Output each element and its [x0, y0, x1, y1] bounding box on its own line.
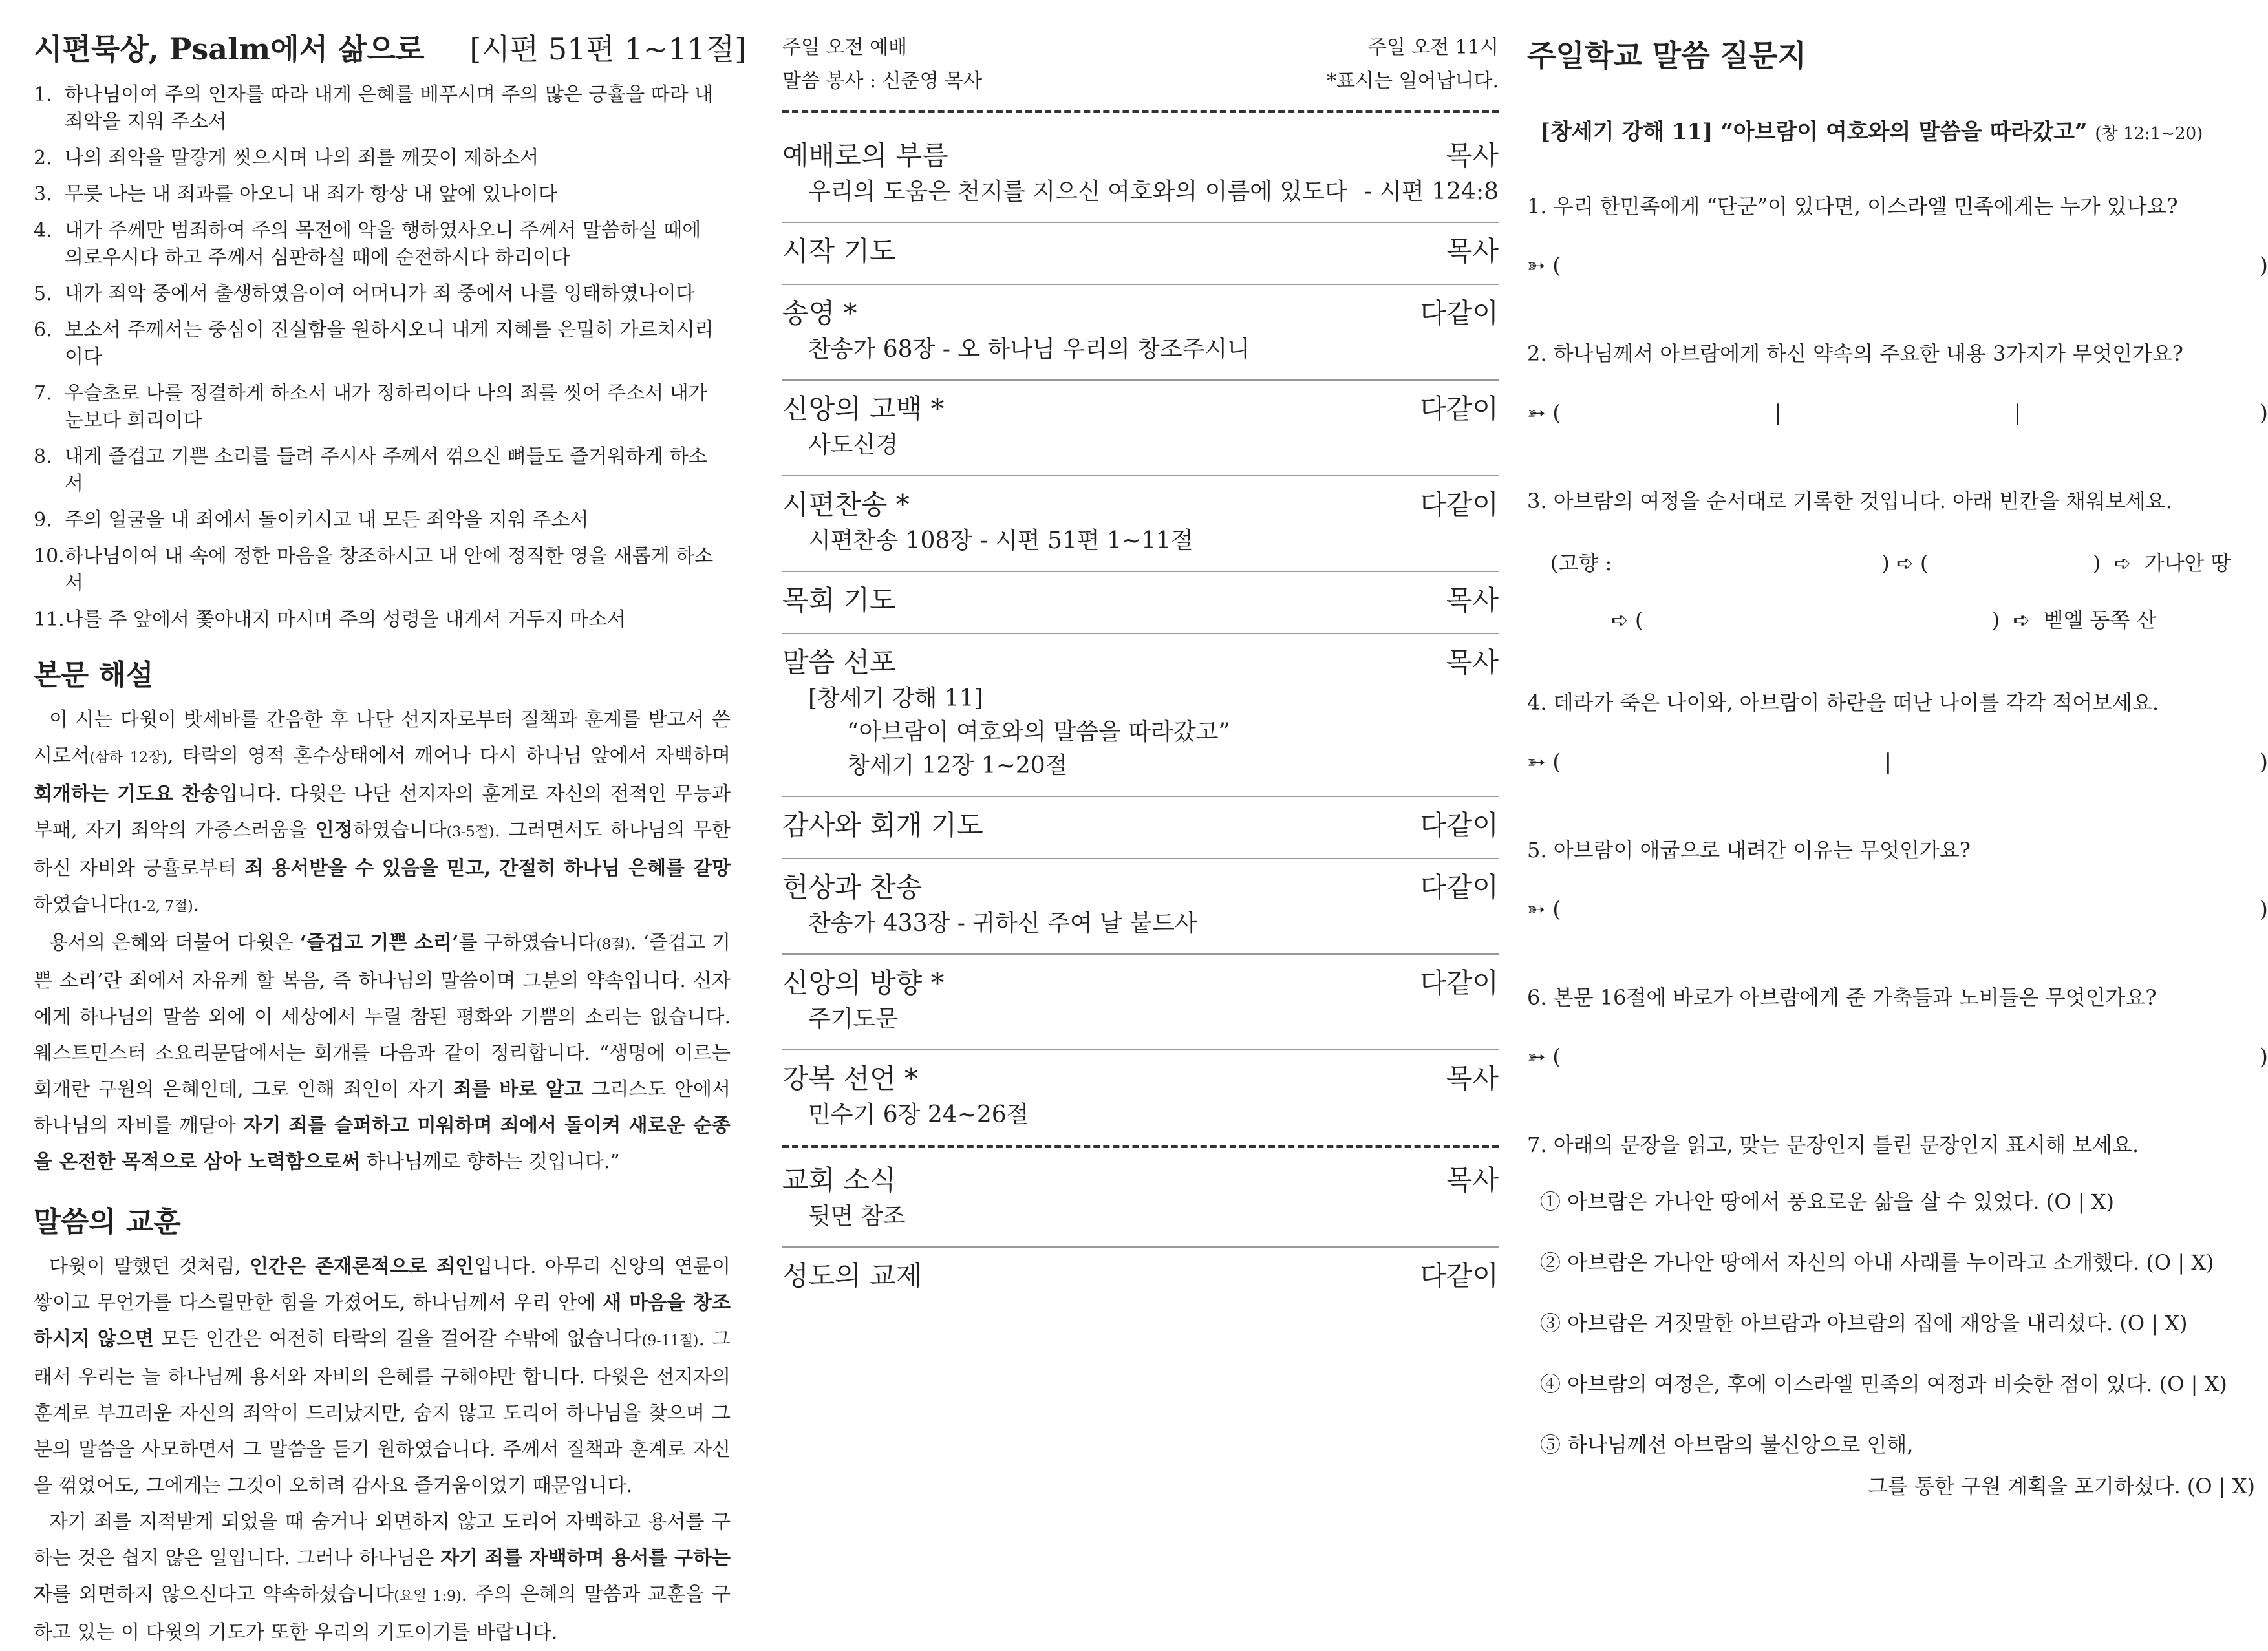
- worship-item: [782, 859, 1499, 955]
- verse-item: [34, 145, 737, 172]
- verse-item: [34, 380, 737, 434]
- verse-number: 6.: [34, 319, 52, 341]
- worship-item-title: 신앙의 방향 *: [782, 967, 945, 999]
- worship-item-detail: [782, 429, 1499, 462]
- worship-order-column: [775, 0, 1499, 1603]
- close-paren: ): [2259, 897, 2268, 922]
- statement-item[interactable]: ③ 아브람은 거짓말한 아브람과 아브람의 집에 재앙을 내리셨다. (O | X): [1540, 1311, 2188, 1336]
- verse-text: 나의 죄악을 말갛게 씻으시며 나의 죄를 깨끗이 제하소서: [65, 147, 539, 169]
- worship-item: [782, 285, 1499, 381]
- commentary-text: 이 시는 다윗이 밧세바를 간음한 후 나단 선지자로부터 질책과 훈계를 받고서 쓴 시로서(삼하 12장), 타락의 영적 혼수상태에서 깨어나 다시 하나님 앞에서 자백하며 회개하는 기도요 찬송입니다. 다윗은 나단 선지자의 훈계로 자신의 전적인 무능과 부패, 자기 죄악의 가증스러움을 인정하였습니다(3-5절). 그러면서도 하나님의 무한하신 자비와 긍휼로부터 죄 용서받을 수 있음을 믿고, 간절히 하나님 은혜를 갈망하였습니다(1-2, 7절). 용서의 은혜와 더불어 다윗은 ‘즐겁고 기쁜 소리’를 구하였습니다(8절). ‘즐겁고 기쁜 소리’란 죄에서 자유케 할 복음, 즉 하나님의 말씀이며 그분의 약속입니다. 신자에게 하나님의 말씀 외에 이 세상에서 누릴 참된 평화와 기쁨의 소리는 없습니다. 웨스트민스터 소요리문답에서는 회개를 다음과 같이 정리합니다. “생명에 이르는 회개란 구원의 은혜인데, 그로 인해 죄인이 자기 죄를 바로 알고 그리스도 안에서 하나님의 자비를 깨닫아 자기 죄를 슬퍼하고 미워하며 죄에서 돌이켜 새로운 순종을 온전한 목적으로 삼아 노력함으로써 하나님께로 향하는 것입니다.”: [34, 708, 731, 1173]
- verse-number: 5.: [34, 282, 52, 305]
- verse-number: 7.: [34, 382, 52, 405]
- verse-item: [34, 217, 737, 272]
- verse-number: 9.: [34, 509, 52, 531]
- worship-item-title: 시작 기도: [782, 235, 896, 267]
- verse-text: 하나님이여 주의 인자를 따라 내게 은혜를 베푸시며 주의 많은 긍휼을 따라 내 죄악을 지워 주소서: [65, 83, 714, 133]
- service-name: 주일 오전 예배: [782, 36, 907, 59]
- statement-item[interactable]: ① 아브람은 가나안 땅에서 풍요로운 삶을 살 수 있었다. (O | X): [1540, 1189, 2114, 1214]
- worship-item-leader: 목사: [1446, 140, 1499, 171]
- arrow-icon: ➳ (: [1527, 400, 1561, 426]
- worship-item-title: 강복 선언 *: [782, 1063, 918, 1094]
- psalm-title-row: [34, 26, 747, 69]
- answer-line-2[interactable]: [1527, 400, 2268, 426]
- worship-item-title: 헌상과 찬송: [782, 871, 923, 903]
- service-time: 주일 오전 11시: [1367, 36, 1499, 59]
- worship-item-title: 송영 *: [782, 297, 857, 329]
- lesson-heading: 말씀의 교훈: [34, 1206, 181, 1239]
- quiz-column: [1513, 0, 2268, 1603]
- worship-item-title: 성도의 교제: [782, 1260, 923, 1292]
- worship-item-detail-text: 민수기 6장 24~26절: [808, 1102, 1029, 1128]
- service-subheader: [782, 65, 1499, 98]
- verse-item: [34, 317, 737, 371]
- verse-number: 2.: [34, 147, 52, 169]
- worship-item: [782, 1050, 1499, 1145]
- worship-item-leader: 목사: [1446, 584, 1499, 616]
- worship-item: [782, 127, 1499, 223]
- worship-item-detail-text: 뒷면 참조: [808, 1203, 906, 1230]
- arrow-icon: ➳ (: [1527, 1044, 1561, 1070]
- worship-item-title: 신앙의 고백 *: [782, 393, 945, 425]
- stand-note: *표시는 일어납니다.: [1327, 70, 1499, 92]
- verse-number: 4.: [34, 219, 52, 242]
- question-4: 4. 데라가 죽은 나이와, 아브람이 하란을 떠난 나이를 각각 적어보세요.: [1527, 690, 2159, 715]
- worship-item-detail-text: 우리의 도움은 천지를 지으신 여호와의 이름에 있도다: [808, 178, 1347, 205]
- dashed-divider: [782, 1145, 1499, 1148]
- psalm-column: [0, 0, 747, 1644]
- worship-item: [782, 1248, 1499, 1308]
- commentary-heading: 본문 해설: [34, 659, 154, 692]
- psalm-verse-list: [34, 81, 737, 634]
- sermon-line: 창세기 12장 1~20절: [847, 752, 1068, 779]
- worship-item-leader: 목사: [1446, 235, 1499, 267]
- quiz-subtitle-row: [1540, 114, 2268, 145]
- worship-item: [782, 955, 1499, 1050]
- lesson-text: 다윗이 말했던 것처럼, 인간은 존재론적으로 죄인입니다. 아무리 신앙의 연륜이 쌓이고 무언가를 다스릴만한 힘을 가졌어도, 하나님께서 우리 안에 새 마음을 창조하시지 않으면 모든 인간은 여전히 타락의 길을 걸어갈 수밖에 없습니다(9-11절). 그래서 우리는 늘 하나님께 용서와 자비의 은혜를 구해야만 합니다. 다윗은 선지자의 훈계로 부끄러운 자신의 죄악이 드러났지만, 숨지 않고 도리어 하나님을 찾으며 그분의 말씀을 사모하면서 그 말씀을 듣기 원하였습니다. 주께서 질책과 훈계로 자신을 꺾었어도, 그에게는 그것이 오히려 감사요 즐거움이었기 때문입니다. 자기 죄를 지적받게 되었을 때 숨거나 외면하지 않고 도리어 자백하고 용서를 구하는 것은 쉽지 않은 일입니다. 그러나 하나님은 자기 죄를 자백하며 용서를 구하는 자를 외면하지 않으신다고 약속하셨습니다(요일 1:9). 주의 은혜의 말씀과 교훈을 구하고 있는 이 다윗의 기도가 또한 우리의 기도이기를 바랍니다.: [34, 1255, 731, 1644]
- question-2: 2. 하나님께서 아브람에게 하신 약속의 주요한 내용 3가지가 무엇인가요?: [1527, 341, 2183, 366]
- worship-item: [782, 634, 1499, 797]
- worship-item-title: 목회 기도: [782, 584, 896, 616]
- worship-item-leader: 다같이: [1420, 871, 1499, 903]
- verse-text: 우슬초로 나를 정결하게 하소서 내가 정하리이다 나의 죄를 씻어 주소서 내가 눈보다 희리이다: [65, 382, 707, 432]
- worship-item-detail: [782, 333, 1499, 367]
- dashed-divider: [782, 110, 1499, 113]
- worship-item-detail-text: 찬송가 433장 - 귀하신 주여 날 붙드사: [808, 910, 1197, 937]
- answer-line-4[interactable]: [1527, 749, 2268, 775]
- answer-divider: |: [1884, 749, 1892, 775]
- worship-item-title: 교회 소식: [782, 1164, 896, 1196]
- worship-item-leader: 다같이: [1420, 297, 1499, 329]
- verse-text: 내가 죄악 중에서 출생하였음이여 어머니가 죄 중에서 나를 잉태하였나이다: [65, 282, 695, 305]
- worship-item-leader: 다같이: [1420, 1260, 1499, 1292]
- worship-item-detail: [782, 907, 1499, 941]
- worship-item-leader: 목사: [1446, 1164, 1499, 1196]
- worship-item-ref: - 시편 124:8: [1364, 178, 1499, 205]
- quiz-subtitle: [창세기 강해 11] “아브람이 여호와의 말씀을 따라갔고”: [1540, 119, 2088, 145]
- worship-item-detail-text: 주기도문: [808, 1006, 899, 1032]
- close-paren: ): [2259, 253, 2268, 279]
- worship-item-leader: 다같이: [1420, 393, 1499, 425]
- worship-item-title: 시편찬송 *: [782, 489, 910, 520]
- answer-divider: |: [1774, 400, 1782, 426]
- verse-number: 10.: [34, 545, 65, 568]
- worship-item-detail-text: 시편찬송 108장 - 시편 51편 1~11절: [808, 527, 1193, 554]
- answer-line-6[interactable]: [1527, 1044, 2268, 1070]
- answer-line-1[interactable]: [1527, 253, 2268, 279]
- worship-item-list: [782, 127, 1499, 1308]
- journey-line-2[interactable]: ➪ ( ) ➪ 벧엘 동쪽 산: [1611, 608, 2157, 632]
- verse-number: 1.: [34, 83, 52, 106]
- verse-item: [34, 81, 737, 136]
- worship-item: [782, 381, 1499, 476]
- question-7: 7. 아래의 문장을 읽고, 맞는 문장인지 틀린 문장인지 표시해 보세요.: [1527, 1133, 2139, 1157]
- verse-text: 주의 얼굴을 내 죄에서 돌이키시고 내 모든 죄악을 지워 주소서: [65, 509, 589, 531]
- question-3: 3. 아브람의 여정을 순서대로 기록한 것입니다. 아래 빈칸을 채워보세요.: [1527, 489, 2172, 513]
- statement-list: [1527, 1186, 2268, 1460]
- service-header: [782, 31, 1499, 65]
- psalm-reference: [시편 51편 1~11절]: [469, 32, 747, 67]
- arrow-icon: ➳ (: [1527, 749, 1561, 775]
- worship-item: [782, 1152, 1499, 1248]
- answer-divider: |: [2013, 400, 2022, 426]
- verse-text: 하나님이여 내 속에 정한 마음을 창조하시고 내 안에 정직한 영을 새롭게 하소서: [65, 545, 714, 595]
- verse-item: [34, 281, 737, 308]
- close-paren: ): [2259, 1044, 2268, 1070]
- quiz-title: 주일학교 말씀 질문지: [1527, 38, 1806, 73]
- verse-number: 11.: [34, 608, 65, 631]
- sermon-line: [창세기 강해 11]: [808, 685, 983, 712]
- verse-item: [34, 606, 737, 634]
- verse-number: 3.: [34, 183, 52, 206]
- worship-item-detail-text: 찬송가 68장 - 오 하나님 우리의 창조주시니: [808, 336, 1250, 363]
- worship-item: [782, 797, 1499, 859]
- sermon-detail: [782, 682, 1499, 783]
- worship-item-title: 감사와 회개 기도: [782, 809, 983, 841]
- verse-text: 나를 주 앞에서 쫓아내지 마시며 주의 성령을 내게서 거두지 마소서: [65, 608, 626, 631]
- worship-item-detail-text: 사도신경: [808, 432, 899, 458]
- worship-item-title: 예배로의 부름: [782, 140, 948, 171]
- verse-item: [34, 543, 737, 597]
- statement-item[interactable]: ② 아브람은 가나안 땅에서 자신의 아내 사래를 누이라고 소개했다. (O | X): [1540, 1250, 2214, 1275]
- journey-line-1[interactable]: (고향 : ) ➪ ( ) ➪ 가나안 땅: [1550, 551, 2231, 575]
- question-5: 5. 아브람이 애굽으로 내려간 이유는 무엇인가요?: [1527, 838, 1971, 862]
- verse-item: [34, 443, 737, 498]
- worship-item-leader: 목사: [1446, 646, 1499, 678]
- statement-item[interactable]: ⑤ 하나님께선 아브람의 불신앙으로 인해,: [1540, 1433, 1914, 1457]
- worship-item-leader: 목사: [1446, 1063, 1499, 1094]
- verse-text: 내가 주께만 범죄하여 주의 목전에 악을 행하였사오니 주께서 말씀하실 때에 의로우시다 하고 주께서 심판하실 때에 순전하시다 하리이다: [65, 219, 701, 269]
- arrow-icon: ➳ (: [1527, 253, 1561, 279]
- verse-text: 무릇 나는 내 죄과를 아오니 내 죄가 항상 내 앞에 있나이다: [65, 183, 557, 206]
- worship-item-title: 말씀 선포: [782, 646, 896, 678]
- worship-item: [782, 572, 1499, 634]
- worship-item: [782, 476, 1499, 572]
- answer-line-5[interactable]: [1527, 897, 2268, 922]
- worship-item: [782, 223, 1499, 285]
- statement-item[interactable]: ④ 아브람의 여정은, 후에 이스라엘 민족의 여정과 비슷한 점이 있다. (O | X): [1540, 1372, 2227, 1396]
- worship-item-leader: 다같이: [1420, 809, 1499, 841]
- preacher: 말씀 봉사 : 신준영 목사: [782, 70, 983, 92]
- verse-number: 8.: [34, 445, 52, 468]
- close-paren: ): [2259, 749, 2268, 775]
- worship-item-leader: 다같이: [1420, 967, 1499, 999]
- worship-item-leader: 다같이: [1420, 489, 1499, 520]
- worship-item-detail: [782, 1200, 1499, 1233]
- worship-item-detail: [782, 1098, 1499, 1132]
- verse-item: [34, 181, 737, 208]
- arrow-icon: ➳ (: [1527, 897, 1561, 922]
- sermon-line: “아브람이 여호와의 말씀을 따라갔고”: [847, 719, 1230, 745]
- question-1: 1. 우리 한민족에게 “단군”이 있다면, 이스라엘 민족에게는 누가 있나요?: [1527, 194, 2178, 218]
- worship-item-detail: [782, 175, 1499, 209]
- worship-item-detail: [782, 1003, 1499, 1036]
- quiz-subtitle-ref: (창 12:1~20): [2095, 124, 2203, 144]
- question-6: 6. 본문 16절에 바로가 아브람에게 준 가축들과 노비들은 무엇인가요?: [1527, 985, 2157, 1010]
- statement-5-continued: 그를 통한 구원 계획을 포기하셨다. (O | X): [1868, 1474, 2255, 1498]
- close-paren: ): [2259, 400, 2268, 426]
- verse-text: 보소서 주께서는 중심이 진실함을 원하시오니 내게 지혜를 은밀히 가르치시리이다: [65, 319, 714, 368]
- psalm-title: 시편묵상, Psalm에서 삶으로: [34, 32, 425, 67]
- verse-item: [34, 507, 737, 534]
- worship-item-detail: [782, 524, 1499, 558]
- verse-text: 내게 즐겁고 기쁜 소리를 들려 주시사 주께서 꺾으신 뼈들도 즐거워하게 하소서: [65, 445, 707, 495]
